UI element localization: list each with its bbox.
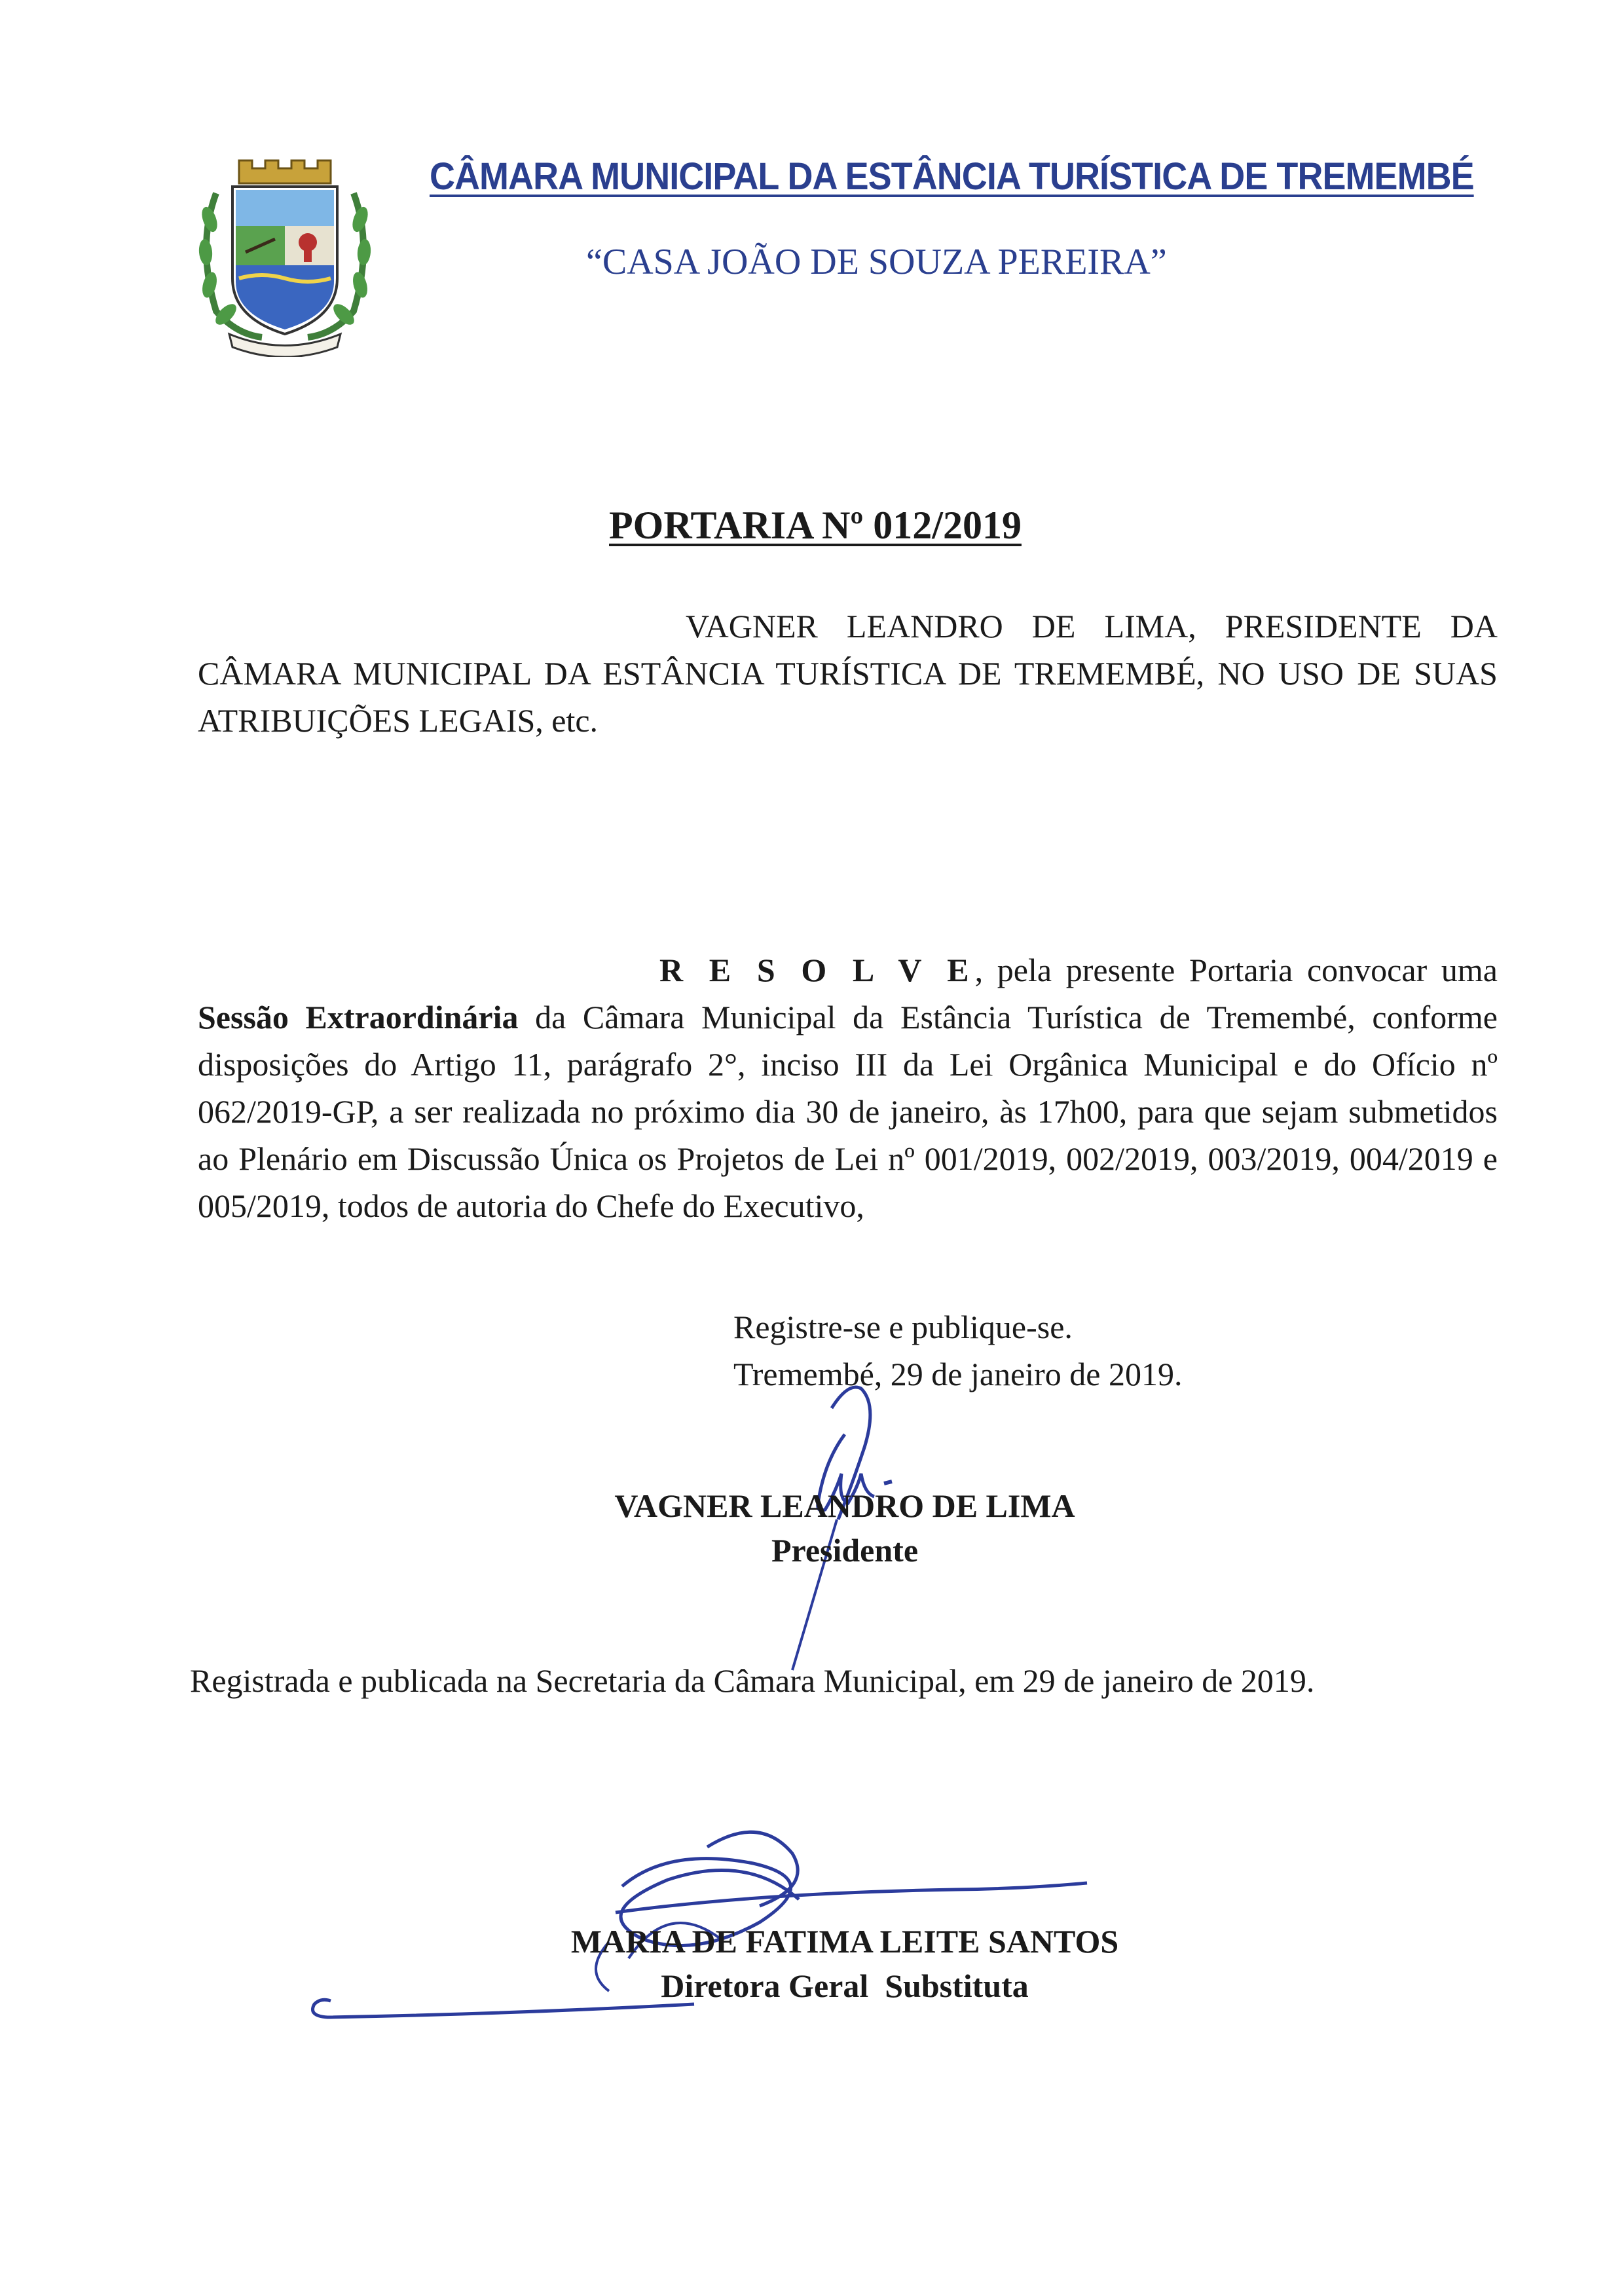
house-name: “CASA JOÃO DE SOUZA PEREIRA” xyxy=(586,242,1167,282)
closing-line-1: Registre-se e publique-se. xyxy=(733,1309,1073,1345)
resolve-paragraph xyxy=(198,946,1498,1229)
closing-line-2: Tremembé, 29 de janeiro de 2019. xyxy=(733,1356,1183,1392)
signatory-2 xyxy=(504,1919,1185,2008)
session-type: Sessão Extraordinária xyxy=(198,999,519,1035)
preamble-paragraph xyxy=(198,603,1498,744)
preamble-text: VAGNER LEANDRO DE LIMA, PRESIDENTE DA CÂMARA MUNICIPAL DA ESTÂNCIA TURÍSTICA DE TREMEMBÉ, NO USO DE SUAS ATRIBUIÇÕES LEGAIS, etc. xyxy=(198,608,1498,739)
signatory-2-name: MARIA DE FATIMA LEITE SANTOS xyxy=(570,1923,1119,1960)
coat-of-arms-icon xyxy=(190,147,380,357)
signatory-1-role: Presidente xyxy=(771,1532,919,1569)
document-title: PORTARIA Nº 012/2019 xyxy=(609,504,1022,547)
resolve-text-1: , pela presente Portaria convocar uma xyxy=(974,952,1498,988)
closing-block xyxy=(733,1303,1183,1398)
registration-note: Registrada e publicada na Secretaria da Câmara Municipal, em 29 de janeiro de 2019. xyxy=(190,1662,1315,1699)
signatory-1-name: VAGNER LEANDRO DE LIMA xyxy=(614,1487,1075,1524)
resolve-text-2: da Câmara Municipal da Estância Turística de Tremembé, conforme disposições do Artigo 11, parágrafo 2°, inciso III da Lei Orgânica Municipal e do Ofício nº 062/2019-GP, a ser realizada no próximo dia 30 de janeiro, às 17h00, para que sejam submetidos ao Plenário em Discussão Única os Projetos de Lei nº 001/2019, 002/2019, 003/2019, 004/2019 e 005/2019, todos de autoria do Chefe do Executivo, xyxy=(198,999,1498,1224)
signatory-1 xyxy=(544,1483,1146,1573)
signatory-2-role: Diretora Geral Substituta xyxy=(661,1967,1029,2004)
resolve-keyword: R E S O L V E xyxy=(659,952,975,988)
institution-name: CÂMARA MUNICIPAL DA ESTÂNCIA TURÍSTICA DE TREMEMBÉ xyxy=(430,155,1474,198)
